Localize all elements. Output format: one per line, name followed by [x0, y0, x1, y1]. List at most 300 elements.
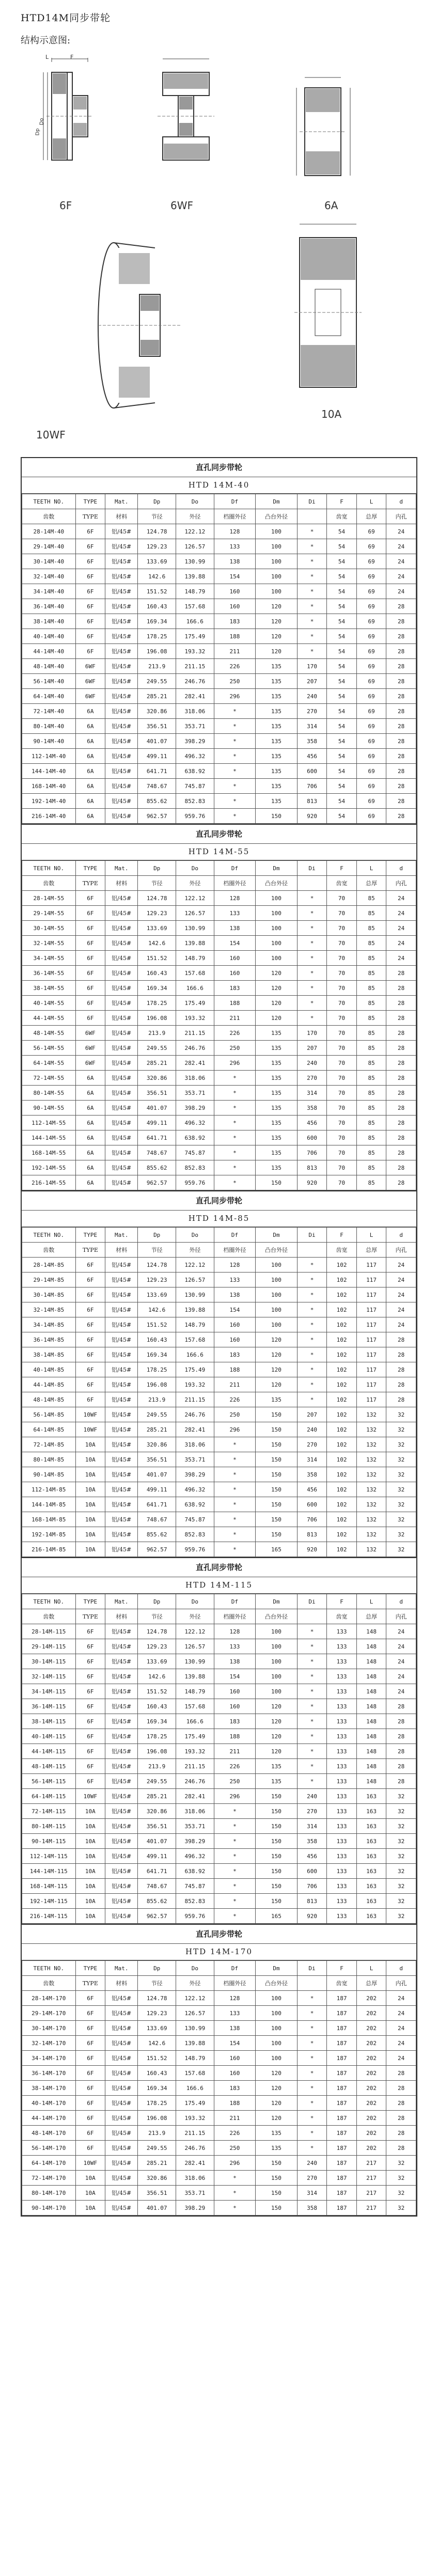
table-cell: 铝/45# — [105, 906, 138, 921]
header-cell: TYPE — [75, 1961, 105, 1976]
header-cell: Do — [176, 861, 214, 876]
table-cell: 6WF — [75, 689, 105, 704]
table-cell: 499.11 — [138, 1849, 176, 1864]
table-cell: 铝/45# — [105, 629, 138, 644]
table-cell: 铝/45# — [105, 1273, 138, 1287]
table-cell: 29-14M-170 — [22, 2006, 76, 2021]
table-cell: 28-14M-40 — [22, 524, 76, 539]
header-cell: TEETH NO. — [22, 1594, 76, 1609]
table-cell: 166.6 — [176, 614, 214, 629]
table-cell: 748.67 — [138, 779, 176, 794]
table-row — [22, 719, 416, 734]
table-cell: 246.76 — [176, 1041, 214, 1056]
table-cell: 120 — [256, 614, 298, 629]
table-cell: 641.71 — [138, 1497, 176, 1512]
table-cell: 187 — [327, 2006, 357, 2021]
table-cell: 32 — [386, 1909, 416, 1924]
header-cell: TYPE — [75, 509, 105, 524]
table-cell: 28-14M-170 — [22, 1991, 76, 2006]
table-cell: 24 — [386, 1258, 416, 1273]
table-cell: 600 — [297, 764, 327, 779]
table-cell: 6F — [75, 1744, 105, 1759]
table-cell: 80-14M-115 — [22, 1819, 76, 1834]
table-cell: 铝/45# — [105, 1175, 138, 1190]
table-cell: 69 — [356, 659, 386, 674]
header-cell: 凸台外径 — [256, 1976, 298, 1991]
table-cell: 150 — [256, 1834, 298, 1849]
table-row — [22, 2006, 416, 2021]
table-cell: 6F — [75, 584, 105, 599]
table-cell: 24 — [386, 1669, 416, 1684]
table-cell: 285.21 — [138, 1789, 176, 1804]
table-cell: 69 — [356, 809, 386, 824]
table-cell: 296 — [214, 1056, 256, 1071]
label-10a: 10A — [321, 408, 342, 420]
table-cell: * — [297, 1287, 327, 1302]
table-cell: 70 — [327, 1086, 357, 1101]
table-cell: 100 — [256, 554, 298, 569]
table-cell: 铝/45# — [105, 1392, 138, 1407]
table-cell: 24 — [386, 1639, 416, 1654]
table-cell: 6F — [75, 1624, 105, 1639]
table-cell: 85 — [356, 1101, 386, 1116]
table-row — [22, 809, 416, 824]
table-cell: 铝/45# — [105, 1437, 138, 1452]
table-cell: 401.07 — [138, 1101, 176, 1116]
header-cell: F — [327, 1228, 357, 1243]
table-cell: 6F — [75, 2096, 105, 2111]
table-cell: 44-14M-85 — [22, 1377, 76, 1392]
table-cell: 102 — [327, 1287, 357, 1302]
table-cell: 54 — [327, 779, 357, 794]
table-cell: 920 — [297, 1175, 327, 1190]
table-cell: 6F — [75, 2066, 105, 2081]
table-cell: 150 — [256, 1849, 298, 1864]
table-cell: 100 — [256, 951, 298, 966]
table-cell: 120 — [256, 1729, 298, 1744]
table-cell: 28 — [386, 749, 416, 764]
table-cell: * — [214, 749, 256, 764]
table-cell: 铝/45# — [105, 2201, 138, 2216]
table-cell: * — [214, 1175, 256, 1190]
table-cell: 铝/45# — [105, 1991, 138, 2006]
table-cell: 102 — [327, 1377, 357, 1392]
header-cell: 凸台外径 — [256, 509, 298, 524]
table-cell: 85 — [356, 1145, 386, 1160]
table-cell: 163 — [356, 1849, 386, 1864]
header-row-en — [22, 1961, 416, 1976]
table-cell: 28 — [386, 1392, 416, 1407]
table-row — [22, 1804, 416, 1819]
table-cell: * — [214, 1130, 256, 1145]
table-cell: 70 — [327, 1071, 357, 1086]
table-cell: 28 — [386, 704, 416, 719]
table-cell: 铝/45# — [105, 1804, 138, 1819]
table-cell: 100 — [256, 1624, 298, 1639]
header-cell: TYPE — [75, 1594, 105, 1609]
table-cell: 160 — [214, 2051, 256, 2066]
table-cell: 122.12 — [176, 524, 214, 539]
table-cell: 40-14M-55 — [22, 996, 76, 1011]
table-cell: 240 — [297, 1789, 327, 1804]
table-row — [22, 779, 416, 794]
table-cell: 456 — [297, 1482, 327, 1497]
header-cell: 节径 — [138, 1609, 176, 1624]
table-caption: 直孔同步带轮 — [22, 1191, 416, 1211]
table-cell: 70 — [327, 981, 357, 996]
table-cell: 160 — [214, 951, 256, 966]
table-cell: 148 — [356, 1714, 386, 1729]
table-cell: 282.41 — [176, 2156, 214, 2171]
table-cell: 102 — [327, 1452, 357, 1467]
table-row — [22, 1332, 416, 1347]
table-cell: 456 — [297, 749, 327, 764]
table-row — [22, 584, 416, 599]
table-cell: 132 — [356, 1407, 386, 1422]
table-cell: 187 — [327, 2096, 357, 2111]
table-cell: 54 — [327, 809, 357, 824]
header-cell: 齿宽 — [327, 876, 357, 891]
header-cell: 内孔 — [386, 1243, 416, 1258]
table-cell: 135 — [256, 1759, 298, 1774]
table-row — [22, 1407, 416, 1422]
table-cell: 133 — [214, 1273, 256, 1287]
table-cell: 250 — [214, 674, 256, 689]
table-cell: 85 — [356, 1130, 386, 1145]
table-cell: 187 — [327, 1991, 357, 2006]
table-cell: 28 — [386, 809, 416, 824]
table-cell: 250 — [214, 1774, 256, 1789]
table-cell: 314 — [297, 2186, 327, 2201]
table-row — [22, 1056, 416, 1071]
table-cell: 6A — [75, 1101, 105, 1116]
diagram-6wf — [147, 52, 225, 212]
table-cell: 356.51 — [138, 1452, 176, 1467]
table-cell: 40-14M-85 — [22, 1362, 76, 1377]
table-cell: * — [297, 1317, 327, 1332]
table-cell: 70 — [327, 1101, 357, 1116]
table-cell: 32 — [386, 1527, 416, 1542]
table-cell: 6F — [75, 966, 105, 981]
table-cell: 959.76 — [176, 1909, 214, 1924]
table-cell: * — [214, 1542, 256, 1557]
table-row — [22, 1759, 416, 1774]
table-cell: 122.12 — [176, 1258, 214, 1273]
table-cell: 129.23 — [138, 539, 176, 554]
header-cell: TEETH NO. — [22, 861, 76, 876]
table-cell: * — [297, 1774, 327, 1789]
table-cell: 69 — [356, 584, 386, 599]
table-cell: 211.15 — [176, 1759, 214, 1774]
table-cell: 铝/45# — [105, 1654, 138, 1669]
table-cell: 102 — [327, 1527, 357, 1542]
table-cell: 10WF — [75, 2156, 105, 2171]
table-cell: 32 — [386, 1542, 416, 1557]
table-cell: 133 — [214, 539, 256, 554]
table-cell: 150 — [256, 1879, 298, 1894]
table-row — [22, 1834, 416, 1849]
table-cell: 213.9 — [138, 1026, 176, 1041]
table-cell: * — [297, 1714, 327, 1729]
dim-dp: Dp — [35, 128, 41, 136]
table-cell: 70 — [327, 966, 357, 981]
table-cell: 铝/45# — [105, 1864, 138, 1879]
table-row — [22, 1041, 416, 1056]
header-cell: Mat. — [105, 1961, 138, 1976]
table-cell: 30-14M-170 — [22, 2021, 76, 2036]
table-cell: 6F — [75, 1774, 105, 1789]
header-cell: Dp — [138, 1594, 176, 1609]
table-cell: 135 — [256, 764, 298, 779]
table-cell: 100 — [256, 1258, 298, 1273]
table-cell: 10A — [75, 1527, 105, 1542]
spec-table — [22, 860, 416, 1190]
table-cell: 32 — [386, 1452, 416, 1467]
header-cell: Di — [297, 1961, 327, 1976]
header-cell: 总厚 — [356, 1976, 386, 1991]
table-cell: 69 — [356, 794, 386, 809]
table-row — [22, 1130, 416, 1145]
table-cell: 188 — [214, 1362, 256, 1377]
table-cell: 32 — [386, 1864, 416, 1879]
table-cell: 117 — [356, 1287, 386, 1302]
table-cell: 148 — [356, 1729, 386, 1744]
table-cell: 117 — [356, 1377, 386, 1392]
table-cell: 187 — [327, 2021, 357, 2036]
table-cell: 135 — [256, 719, 298, 734]
header-cell — [297, 1243, 327, 1258]
table-cell: 120 — [256, 1744, 298, 1759]
table-cell: 29-14M-85 — [22, 1273, 76, 1287]
table-cell: 102 — [327, 1362, 357, 1377]
table-cell: 148 — [356, 1639, 386, 1654]
table-cell: * — [297, 921, 327, 936]
table-cell: 90-14M-40 — [22, 734, 76, 749]
table-cell: 193.32 — [176, 1377, 214, 1392]
table-cell: 358 — [297, 2201, 327, 2216]
table-cell: 54 — [327, 599, 357, 614]
table-cell: 6F — [75, 629, 105, 644]
table-cell: 38-14M-115 — [22, 1714, 76, 1729]
table-cell: 28 — [386, 1086, 416, 1101]
table-cell: 226 — [214, 659, 256, 674]
table-cell: 148 — [356, 1684, 386, 1699]
table-cell: 138 — [214, 554, 256, 569]
table-cell: 187 — [327, 2156, 357, 2171]
table-cell: 120 — [256, 644, 298, 659]
table-cell: 铝/45# — [105, 1130, 138, 1145]
table-cell: 铝/45# — [105, 1834, 138, 1849]
table-row — [22, 936, 416, 951]
header-cell: F — [327, 494, 357, 509]
diagram-6f — [31, 52, 108, 212]
table-cell: 72-14M-40 — [22, 704, 76, 719]
table-row — [22, 1894, 416, 1909]
table-row — [22, 2156, 416, 2171]
table-cell: 124.78 — [138, 1991, 176, 2006]
table-cell: 56-14M-40 — [22, 674, 76, 689]
table-cell: 192-14M-115 — [22, 1894, 76, 1909]
table-cell: * — [297, 569, 327, 584]
table-cell: 32 — [386, 1437, 416, 1452]
table-cell: 226 — [214, 2126, 256, 2141]
table-cell: 192-14M-55 — [22, 1160, 76, 1175]
table-cell: 120 — [256, 1347, 298, 1362]
table-cell: 6A — [75, 1130, 105, 1145]
table-cell: 135 — [256, 674, 298, 689]
table-cell: 160.43 — [138, 966, 176, 981]
table-cell: 6A — [75, 749, 105, 764]
table-cell: 铝/45# — [105, 1317, 138, 1332]
table-cell: 130.99 — [176, 554, 214, 569]
table-cell: 铝/45# — [105, 1160, 138, 1175]
table-cell: 6F — [75, 1258, 105, 1273]
table-cell: * — [297, 614, 327, 629]
table-cell: 112-14M-85 — [22, 1482, 76, 1497]
table-cell: 211 — [214, 1744, 256, 1759]
table-cell: 217 — [356, 2186, 386, 2201]
table-cell: 600 — [297, 1130, 327, 1145]
table-cell: 356.51 — [138, 1086, 176, 1101]
header-cell: 外径 — [176, 876, 214, 891]
table-row — [22, 2201, 416, 2216]
table-cell: 133 — [214, 2006, 256, 2021]
table-cell: 216-14M-40 — [22, 809, 76, 824]
table-cell: 6F — [75, 1011, 105, 1026]
table-cell: 163 — [356, 1819, 386, 1834]
table-cell: 920 — [297, 1909, 327, 1924]
table-row — [22, 1116, 416, 1130]
table-cell: 铝/45# — [105, 2111, 138, 2126]
table-cell: 160.43 — [138, 599, 176, 614]
table-cell: 28 — [386, 1175, 416, 1190]
header-cell: TEETH NO. — [22, 494, 76, 509]
table-cell: 54 — [327, 524, 357, 539]
table-cell: 150 — [256, 1497, 298, 1512]
table-cell: 133 — [327, 1864, 357, 1879]
table-cell: 28 — [386, 794, 416, 809]
table-cell: 铝/45# — [105, 1258, 138, 1273]
table-cell: 296 — [214, 1422, 256, 1437]
table-cell: 356.51 — [138, 1819, 176, 1834]
table-cell: 638.92 — [176, 764, 214, 779]
table-cell: 813 — [297, 794, 327, 809]
table-cell: 138 — [214, 2021, 256, 2036]
table-cell: 202 — [356, 2021, 386, 2036]
table-cell: 90-14M-55 — [22, 1101, 76, 1116]
table-cell: 28 — [386, 779, 416, 794]
table-cell: 135 — [256, 794, 298, 809]
table-row — [22, 689, 416, 704]
header-cell: Dm — [256, 861, 298, 876]
table-cell: * — [297, 2111, 327, 2126]
table-cell: * — [214, 2201, 256, 2216]
header-cell: TYPE — [75, 1228, 105, 1243]
table-cell: 196.08 — [138, 644, 176, 659]
table-cell: 962.57 — [138, 1175, 176, 1190]
table-cell: 铝/45# — [105, 1789, 138, 1804]
table-cell: * — [214, 1894, 256, 1909]
header-section — [0, 0, 438, 454]
table-cell: 157.68 — [176, 966, 214, 981]
table-cell: 150 — [256, 1512, 298, 1527]
table-row — [22, 1175, 416, 1190]
header-cell: TYPE — [75, 1243, 105, 1258]
header-cell: 外径 — [176, 1609, 214, 1624]
table-cell: 32 — [386, 1467, 416, 1482]
table-cell: 6F — [75, 2036, 105, 2051]
table-row — [22, 794, 416, 809]
table-cell: 160.43 — [138, 1699, 176, 1714]
table-cell: 135 — [256, 1026, 298, 1041]
header-row-en — [22, 1228, 416, 1243]
table-cell: 32-14M-55 — [22, 936, 76, 951]
table-cell: 6F — [75, 524, 105, 539]
table-cell: 745.87 — [176, 1879, 214, 1894]
table-cell: 150 — [256, 1482, 298, 1497]
table-cell: * — [297, 2021, 327, 2036]
table-cell: 135 — [256, 1041, 298, 1056]
header-cell: 材料 — [105, 1243, 138, 1258]
table-cell: 398.29 — [176, 734, 214, 749]
table-cell: 28 — [386, 1116, 416, 1130]
table-cell: 187 — [327, 2081, 357, 2096]
table-cell: * — [297, 2051, 327, 2066]
table-cell: 6F — [75, 1273, 105, 1287]
table-cell: 28 — [386, 1347, 416, 1362]
table-cell: 129.23 — [138, 2006, 176, 2021]
table-cell: 163 — [356, 1894, 386, 1909]
table-cell: 496.32 — [176, 1116, 214, 1130]
table-cell: 133 — [214, 1639, 256, 1654]
table-cell: 24 — [386, 1273, 416, 1287]
table-cell: 6F — [75, 614, 105, 629]
header-cell: 档圈外径 — [214, 1609, 256, 1624]
table-cell: 401.07 — [138, 1467, 176, 1482]
table-cell: 246.76 — [176, 2141, 214, 2156]
table-cell: 102 — [327, 1542, 357, 1557]
table-cell: 铝/45# — [105, 1482, 138, 1497]
table-row — [22, 1287, 416, 1302]
table-cell: 6F — [75, 1392, 105, 1407]
spec-table — [22, 1227, 416, 1557]
table-cell: 铝/45# — [105, 2081, 138, 2096]
table-cell: 28 — [386, 659, 416, 674]
table-cell: 216-14M-55 — [22, 1175, 76, 1190]
table-cell: 44-14M-55 — [22, 1011, 76, 1026]
table-cell: 100 — [256, 1684, 298, 1699]
table-cell: 6A — [75, 734, 105, 749]
table-row — [22, 966, 416, 981]
table-cell: 138 — [214, 1654, 256, 1669]
table-cell: 36-14M-115 — [22, 1699, 76, 1714]
table-cell: 122.12 — [176, 1624, 214, 1639]
table-row — [22, 1684, 416, 1699]
table-cell: * — [297, 539, 327, 554]
table-cell: 132 — [356, 1542, 386, 1557]
table-cell: 28 — [386, 1145, 416, 1160]
table-row — [22, 2066, 416, 2081]
table-cell: 100 — [256, 1654, 298, 1669]
table-cell: 6F — [75, 936, 105, 951]
spec-table-block — [21, 1558, 417, 1925]
table-cell: 135 — [256, 1101, 298, 1116]
table-row — [22, 1101, 416, 1116]
table-cell: * — [214, 1086, 256, 1101]
table-cell: 745.87 — [176, 779, 214, 794]
label-6a: 6A — [324, 199, 338, 212]
table-row — [22, 1145, 416, 1160]
